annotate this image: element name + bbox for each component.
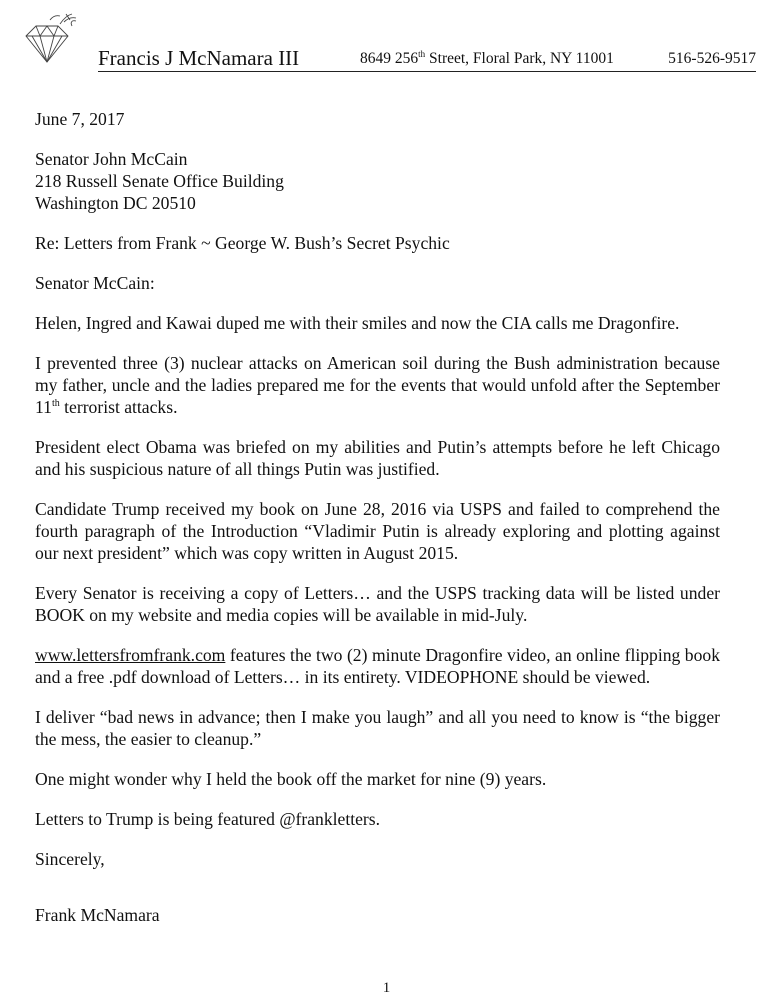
page-number: 1 — [382, 980, 391, 996]
address-number: 8649 256 — [360, 50, 419, 67]
recipient-address — [35, 148, 720, 214]
paragraph-4: Candidate Trump received my book on June 28, 2016 via USPS and failed to comprehend the fourth paragraph of the Introduction “Vladimir Putin is already exploring and plotting against our next president” which was copy written in August 2015. — [35, 499, 720, 563]
diamond-logo-icon — [20, 12, 82, 68]
paragraph-2-end: terrorist attacks. — [59, 397, 178, 417]
paragraph-2-text: I prevented three (3) nuclear attacks on American soil during the Bush administration because my father, uncle and the ladies prepared me for the events that would unfold after the September 11 — [35, 353, 720, 417]
letterhead-phone: 516-526-9517 — [668, 50, 756, 67]
paragraph-5: Every Senator is receiving a copy of Letters… and the USPS tracking data will be listed under BOOK on my website and media copies will be available in mid-July. — [35, 583, 720, 625]
subject-line: Re: Letters from Frank ~ George W. Bush’s Secret Psychic — [35, 233, 450, 253]
paragraph-3: President elect Obama was briefed on my abilities and Putin’s attempts before he left Chicago and his suspicious nature of all things Putin was justified. — [35, 437, 720, 479]
signer-name: Frank McNamara — [35, 905, 160, 925]
recipient-street: 218 Russell Senate Office Building — [35, 171, 284, 191]
salutation: Senator McCain: — [35, 273, 155, 293]
paragraph-1: Helen, Ingred and Kawai duped me with their smiles and now the CIA calls me Dragonfire. — [35, 313, 680, 333]
paragraph-2-ordinal: th — [51, 398, 60, 410]
signature-space — [35, 870, 720, 904]
letter-date: June 7, 2017 — [35, 109, 125, 129]
letter-body — [35, 108, 720, 926]
letterhead — [18, 8, 756, 70]
paragraph-8: One might wonder why I held the book off the market for nine (9) years. — [35, 769, 547, 789]
letterhead-divider — [98, 71, 756, 72]
paragraph-2 — [35, 352, 720, 418]
address-ordinal: th — [418, 48, 426, 59]
recipient-name: Senator John McCain — [35, 149, 188, 169]
address-street-city: Street, Floral Park, NY 11001 — [425, 50, 614, 67]
letterhead-name: Francis J McNamara III — [98, 46, 300, 70]
recipient-city: Washington DC 20510 — [35, 193, 196, 213]
website-link[interactable]: www.lettersfromfrank.com — [35, 645, 226, 665]
letterhead-address — [360, 50, 614, 68]
paragraph-6 — [35, 644, 720, 688]
paragraph-7: I deliver “bad news in advance; then I make you laugh” and all you need to know is “the bigger the mess, the easier to cleanup.” — [35, 707, 720, 749]
paragraph-6-text: features the two (2) minute Dragonfire video, an online flipping book and a free .pdf download of Letters… in its entirety. VIDEOPHONE should be viewed. — [35, 645, 720, 687]
closing: Sincerely, — [35, 849, 105, 869]
paragraph-9: Letters to Trump is being featured @frankletters. — [35, 809, 381, 829]
